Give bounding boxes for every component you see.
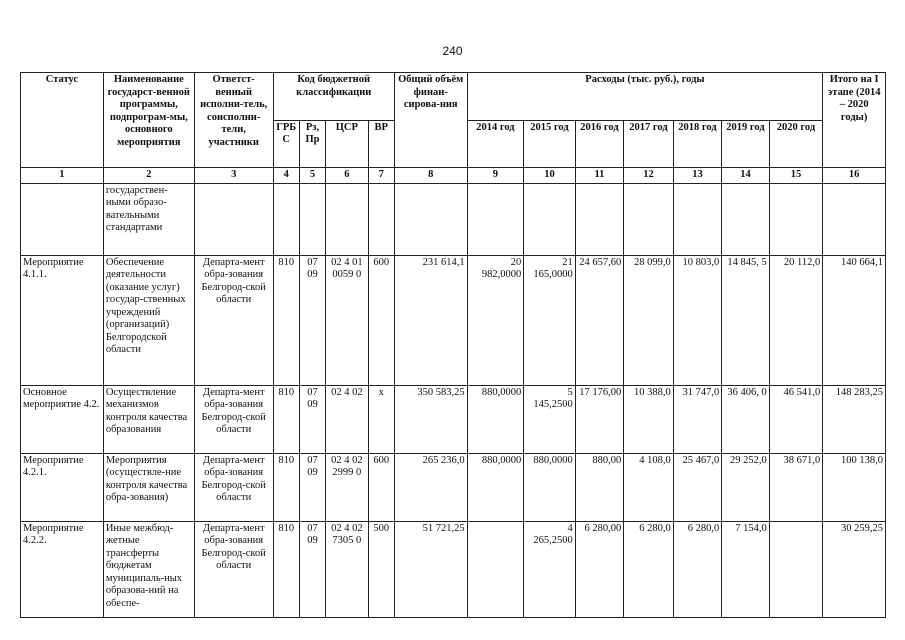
row-year-2017: 10 388,0 bbox=[624, 385, 674, 453]
row-stage-total: 100 138,0 bbox=[823, 453, 886, 521]
header-year-2020: 2020 год bbox=[769, 120, 823, 168]
row-grbs bbox=[273, 183, 299, 255]
row-year-2016: 17 176,00 bbox=[575, 385, 624, 453]
column-number: 5 bbox=[299, 168, 325, 184]
header-expenses: Расходы (тыс. руб.), годы bbox=[467, 73, 823, 121]
column-number: 14 bbox=[722, 168, 769, 184]
row-grbs: 810 bbox=[273, 255, 299, 385]
row-vr: х bbox=[368, 385, 394, 453]
row-year-2017: 28 099,0 bbox=[624, 255, 674, 385]
header-rzpr: Рз, Пр bbox=[299, 120, 325, 168]
row-responsible: Департа-мент обра-зования Белгород-ской области bbox=[194, 255, 273, 385]
column-number: 10 bbox=[524, 168, 576, 184]
column-number: 2 bbox=[103, 168, 194, 184]
row-csr: 02 4 02 2999 0 bbox=[326, 453, 368, 521]
row-stage-total: 140 664,1 bbox=[823, 255, 886, 385]
row-year-2015: 4 265,2500 bbox=[524, 521, 576, 617]
column-number: 15 bbox=[769, 168, 823, 184]
row-responsible: Департа-мент обра-зования Белгород-ской области bbox=[194, 521, 273, 617]
table-row bbox=[21, 521, 886, 617]
header-status: Статус bbox=[21, 73, 104, 168]
row-year-2017: 4 108,0 bbox=[624, 453, 674, 521]
row-rzpr bbox=[299, 183, 325, 255]
column-number: 12 bbox=[624, 168, 674, 184]
column-number: 9 bbox=[467, 168, 524, 184]
header-budget-code: Код бюджетной классификации bbox=[273, 73, 394, 121]
column-number: 3 bbox=[194, 168, 273, 184]
row-year-2016: 24 657,60 bbox=[575, 255, 624, 385]
row-year-2018: 31 747,0 bbox=[673, 385, 722, 453]
row-total bbox=[394, 183, 467, 255]
header-year-2017: 2017 год bbox=[624, 120, 674, 168]
row-year-2018: 6 280,0 bbox=[673, 521, 722, 617]
row-rzpr: 07 09 bbox=[299, 453, 325, 521]
row-name: Мероприятия (осуществле-ние контроля качества обра-зования) bbox=[103, 453, 194, 521]
header-year-2016: 2016 год bbox=[575, 120, 624, 168]
header-row-1 bbox=[21, 73, 886, 121]
row-csr: 02 4 02 bbox=[326, 385, 368, 453]
row-year-2015 bbox=[524, 183, 576, 255]
row-name: Осуществление механизмов контроля качества образования bbox=[103, 385, 194, 453]
column-number: 1 bbox=[21, 168, 104, 184]
row-year-2018: 10 803,0 bbox=[673, 255, 722, 385]
row-name: Обеспечение деятельности (оказание услуг) государ-ственных учреждений (организаций) Белгородской области bbox=[103, 255, 194, 385]
header-responsible: Ответст-венный исполни-тель, соисполни-тели, участники bbox=[194, 73, 273, 168]
row-total: 265 236,0 bbox=[394, 453, 467, 521]
row-year-2017: 6 280,0 bbox=[624, 521, 674, 617]
row-responsible: Департа-мент обра-зования Белгород-ской области bbox=[194, 385, 273, 453]
header-year-2014: 2014 год bbox=[467, 120, 524, 168]
header-vr: ВР bbox=[368, 120, 394, 168]
row-year-2020: 46 541,0 bbox=[769, 385, 823, 453]
row-year-2017 bbox=[624, 183, 674, 255]
budget-table bbox=[20, 72, 886, 618]
row-year-2014: 880,0000 bbox=[467, 385, 524, 453]
row-grbs: 810 bbox=[273, 385, 299, 453]
table-row bbox=[21, 385, 886, 453]
row-grbs: 810 bbox=[273, 453, 299, 521]
row-year-2019: 7 154,0 bbox=[722, 521, 769, 617]
row-status bbox=[21, 183, 104, 255]
row-year-2019 bbox=[722, 183, 769, 255]
row-rzpr: 07 09 bbox=[299, 255, 325, 385]
header-stage-total: Итого на I этапе (2014 – 2020 годы) bbox=[823, 73, 886, 168]
row-rzpr: 07 09 bbox=[299, 385, 325, 453]
row-csr: 02 4 01 0059 0 bbox=[326, 255, 368, 385]
header-grbs: ГРБ С bbox=[273, 120, 299, 168]
row-total: 350 583,25 bbox=[394, 385, 467, 453]
row-vr bbox=[368, 183, 394, 255]
row-year-2014: 880,0000 bbox=[467, 453, 524, 521]
column-number: 4 bbox=[273, 168, 299, 184]
row-year-2016: 6 280,00 bbox=[575, 521, 624, 617]
row-year-2019: 29 252,0 bbox=[722, 453, 769, 521]
row-status: Мероприятие 4.1.1. bbox=[21, 255, 104, 385]
row-year-2019: 14 845, 5 bbox=[722, 255, 769, 385]
column-number: 6 bbox=[326, 168, 368, 184]
row-year-2015: 21 165,0000 bbox=[524, 255, 576, 385]
row-status: Мероприятие 4.2.2. bbox=[21, 521, 104, 617]
row-year-2016 bbox=[575, 183, 624, 255]
row-responsible bbox=[194, 183, 273, 255]
row-responsible: Департа-мент обра-зования Белгород-ской области bbox=[194, 453, 273, 521]
row-csr: 02 4 02 7305 0 bbox=[326, 521, 368, 617]
row-year-2020: 20 112,0 bbox=[769, 255, 823, 385]
row-status: Основное мероприятие 4.2. bbox=[21, 385, 104, 453]
column-number: 13 bbox=[673, 168, 722, 184]
row-stage-total bbox=[823, 183, 886, 255]
header-csr: ЦСР bbox=[326, 120, 368, 168]
row-status: Мероприятие 4.2.1. bbox=[21, 453, 104, 521]
row-year-2018: 25 467,0 bbox=[673, 453, 722, 521]
row-year-2016: 880,00 bbox=[575, 453, 624, 521]
row-year-2014 bbox=[467, 521, 524, 617]
row-name: государствен-ными образо-вательными стандартами bbox=[103, 183, 194, 255]
row-vr: 500 bbox=[368, 521, 394, 617]
row-year-2015: 5 145,2500 bbox=[524, 385, 576, 453]
header-total-volume: Общий объём финан-сирова-ния bbox=[394, 73, 467, 168]
row-year-2014: 20 982,0000 bbox=[467, 255, 524, 385]
row-stage-total: 148 283,25 bbox=[823, 385, 886, 453]
row-name: Иные межбюд-жетные трансферты бюджетам муниципаль-ных образова-ний на обеспе- bbox=[103, 521, 194, 617]
row-stage-total: 30 259,25 bbox=[823, 521, 886, 617]
row-year-2020: 38 671,0 bbox=[769, 453, 823, 521]
table-row bbox=[21, 183, 886, 255]
table-row bbox=[21, 453, 886, 521]
column-number: 7 bbox=[368, 168, 394, 184]
header-year-2018: 2018 год bbox=[673, 120, 722, 168]
row-grbs: 810 bbox=[273, 521, 299, 617]
table-row bbox=[21, 255, 886, 385]
column-number-row bbox=[21, 168, 886, 184]
row-vr: 600 bbox=[368, 453, 394, 521]
row-vr: 600 bbox=[368, 255, 394, 385]
row-csr bbox=[326, 183, 368, 255]
page-number: 240 bbox=[442, 44, 463, 58]
row-year-2015: 880,0000 bbox=[524, 453, 576, 521]
row-year-2019: 36 406, 0 bbox=[722, 385, 769, 453]
header-year-2015: 2015 год bbox=[524, 120, 576, 168]
column-number: 8 bbox=[394, 168, 467, 184]
row-year-2014 bbox=[467, 183, 524, 255]
header-year-2019: 2019 год bbox=[722, 120, 769, 168]
row-year-2020 bbox=[769, 521, 823, 617]
header-name: Наименование государст-венной программы, подпрограм-мы, основного мероприятия bbox=[103, 73, 194, 168]
column-number: 11 bbox=[575, 168, 624, 184]
column-number: 16 bbox=[823, 168, 886, 184]
row-total: 51 721,25 bbox=[394, 521, 467, 617]
row-year-2020 bbox=[769, 183, 823, 255]
row-year-2018 bbox=[673, 183, 722, 255]
row-rzpr: 07 09 bbox=[299, 521, 325, 617]
row-total: 231 614,1 bbox=[394, 255, 467, 385]
